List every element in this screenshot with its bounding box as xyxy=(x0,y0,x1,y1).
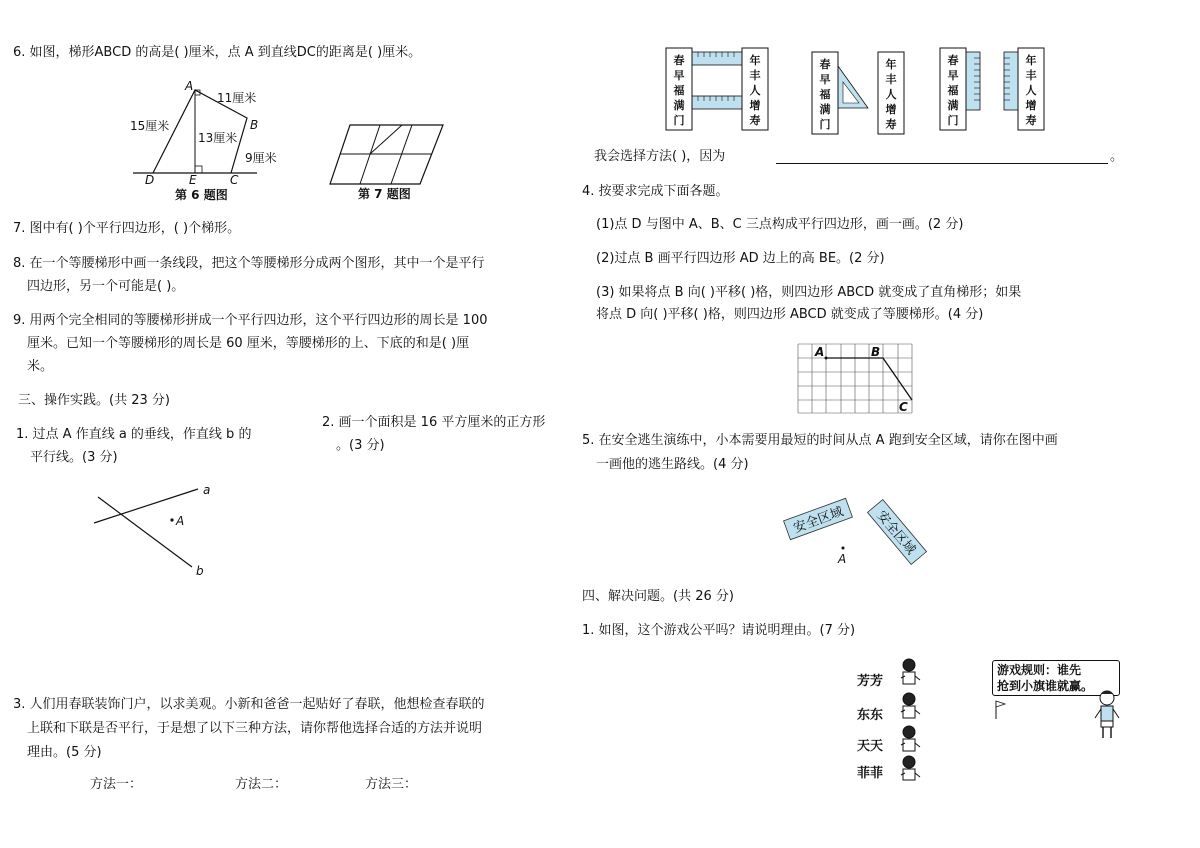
question-4: 4. 按要求完成下面各题。 xyxy=(582,184,729,199)
figure-6-trapezoid xyxy=(125,80,295,205)
svg-text:寿: 寿 xyxy=(1025,114,1037,127)
svg-text:丰: 丰 xyxy=(749,69,761,82)
label-13cm: 13厘米 xyxy=(198,131,238,145)
label-E: E xyxy=(189,173,197,187)
question-5-line2: 一画他的逃生路线。(4 分) xyxy=(596,457,749,472)
operation-2-line1: 2. 画一个面积是 16 平方厘米的正方形 xyxy=(322,415,546,430)
choose-method-end: 。 xyxy=(1110,149,1124,164)
safe-zone-2-label: 安全区域 xyxy=(873,508,919,558)
svg-text:年: 年 xyxy=(749,54,761,67)
figure-7-parallelogram xyxy=(325,118,450,208)
svg-text:早: 早 xyxy=(947,69,959,82)
svg-text:寿: 寿 xyxy=(749,114,761,127)
question-4-3-line2: 将点 D 向( )平移( )格，则四边形 ABCD 就变成了等腰梯形。(4 分) xyxy=(596,307,984,322)
svg-text:丰: 丰 xyxy=(1025,69,1037,82)
svg-text:丰: 丰 xyxy=(885,73,897,86)
svg-text:寿: 寿 xyxy=(885,118,897,131)
safe-zone-1-label: 安全区域 xyxy=(791,504,846,537)
flag-icon xyxy=(994,700,1008,720)
method-2-label: 方法二： xyxy=(235,777,288,792)
question-9-line3: 米。 xyxy=(27,359,54,374)
kid-tiantian: 天天 xyxy=(857,739,884,754)
question-4-1: (1)点 D 与图中 A、B、C 三点构成平行四边形，画一画。(2 分) xyxy=(596,217,964,232)
svg-text:年: 年 xyxy=(1025,54,1037,67)
svg-text:早: 早 xyxy=(819,73,831,86)
operation-1-line2: 平行线。(3 分) xyxy=(30,450,118,465)
question-8-line1: 8. 在一个等腰梯形中画一条线段，把这个等腰梯形分成两个图形，其中一个是平行 xyxy=(13,256,485,271)
grid-label-C: C xyxy=(899,400,908,414)
label-D: D xyxy=(145,173,155,187)
question-5-line1: 5. 在安全逃生演练中，小本需要用最短的时间从点 A 跑到安全区域，请你在图中画 xyxy=(582,433,1058,448)
runners-icon xyxy=(895,656,925,784)
question-4-3-line1: (3) 如果将点 B 向( )平移( )格，则四边形 ABCD 就变成了直角梯形；如果 xyxy=(596,285,1022,300)
figure-6-caption: 第 6 题图 xyxy=(175,188,228,202)
svg-text:增: 增 xyxy=(749,99,761,112)
grid-figure xyxy=(797,343,917,415)
section-4-heading: 四、解决问题。(共 26 分) xyxy=(582,589,734,604)
safe-zone-figure xyxy=(775,490,935,580)
choose-method-text: 我会选择方法( )，因为 xyxy=(594,149,726,164)
operation-3-line2: 上联和下联是否平行，于是想了以下三种方法，请你帮他选择合适的方法并说明 xyxy=(27,721,483,736)
svg-text:人: 人 xyxy=(1025,84,1037,97)
label-B: B xyxy=(250,118,259,132)
svg-text:春: 春 xyxy=(673,54,685,67)
svg-text:门: 门 xyxy=(947,114,959,127)
svg-text:春: 春 xyxy=(819,58,831,71)
method-3-label: 方法三： xyxy=(365,777,418,792)
svg-text:增: 增 xyxy=(1025,99,1037,112)
referee-boy-icon xyxy=(1092,688,1122,740)
kid-feifei: 菲菲 xyxy=(857,766,884,781)
game-rule-line1: 游戏规则：谁先 xyxy=(997,663,1082,677)
svg-text:福: 福 xyxy=(947,84,959,97)
question-9-line2: 厘米。已知一个等腰梯形的周长是 60 厘米，等腰梯形的上、下底的和是( )厘 xyxy=(27,336,470,351)
svg-text:福: 福 xyxy=(673,84,685,97)
svg-text:门: 门 xyxy=(819,118,831,131)
svg-text:人: 人 xyxy=(749,84,761,97)
answer-blank-line[interactable] xyxy=(776,163,1108,164)
safe-point-A: A xyxy=(838,552,847,566)
label-9cm: 9厘米 xyxy=(245,151,277,165)
label-15cm: 15厘米 xyxy=(130,119,170,133)
svg-text:增: 增 xyxy=(885,103,897,116)
question-9-line1: 9. 用两个完全相同的等腰梯形拼成一个平行四边形，这个平行四边形的周长是 100 xyxy=(13,313,488,328)
game-rule-line2: 抢到小旗谁就赢。 xyxy=(997,679,1094,693)
label-11cm: 11厘米 xyxy=(217,91,257,105)
kid-fangfang: 芳芳 xyxy=(857,674,884,689)
operation-2-line2: 。(3 分) xyxy=(336,438,385,453)
kid-dongdong: 东东 xyxy=(857,708,884,723)
svg-text:门: 门 xyxy=(673,114,685,127)
svg-text:福: 福 xyxy=(819,88,831,101)
label-C: C xyxy=(230,173,239,187)
svg-text:人: 人 xyxy=(885,88,897,101)
operation-1-lines-figure xyxy=(90,480,220,580)
operation-1-line1: 1. 过点 A 作直线 a 的垂线，作直线 b 的 xyxy=(16,427,252,442)
operation-3-line3: 理由。(5 分) xyxy=(27,745,102,760)
figure-7-caption: 第 7 题图 xyxy=(358,187,411,201)
svg-text:年: 年 xyxy=(885,58,897,71)
label-A: A xyxy=(185,79,194,93)
svg-text:早: 早 xyxy=(673,69,685,82)
grid-label-A: A xyxy=(815,345,825,359)
svg-text:满: 满 xyxy=(947,99,959,112)
question-4-2: (2)过点 B 画平行四边形 AD 边上的高 BE。(2 分) xyxy=(596,251,885,266)
svg-text:满: 满 xyxy=(673,99,685,112)
question-8-line2: 四边形，另一个可能是( )。 xyxy=(27,279,185,294)
label-point-A: A xyxy=(176,514,185,528)
problem-1: 1. 如图，这个游戏公平吗？请说明理由。(7 分) xyxy=(582,623,856,638)
grid-label-B: B xyxy=(871,345,881,359)
section-3-heading: 三、操作实践。(共 23 分) xyxy=(18,393,170,408)
operation-3-line1: 3. 人们用春联装饰门户，以求美观。小新和爸爸一起贴好了春联，他想检查春联的 xyxy=(13,697,485,712)
label-line-a: a xyxy=(203,483,211,497)
label-line-b: b xyxy=(196,564,204,578)
svg-text:满: 满 xyxy=(819,103,831,116)
svg-text:春: 春 xyxy=(947,54,959,67)
method-1-label: 方法一： xyxy=(90,777,143,792)
question-7: 7. 图中有( )个平行四边形，( )个梯形。 xyxy=(13,221,241,236)
couplet-methods-figure xyxy=(660,46,1050,134)
question-6: 6. 如图，梯形ABCD 的高是( )厘米，点 A 到直线DC的距离是( )厘米。 xyxy=(13,45,422,60)
